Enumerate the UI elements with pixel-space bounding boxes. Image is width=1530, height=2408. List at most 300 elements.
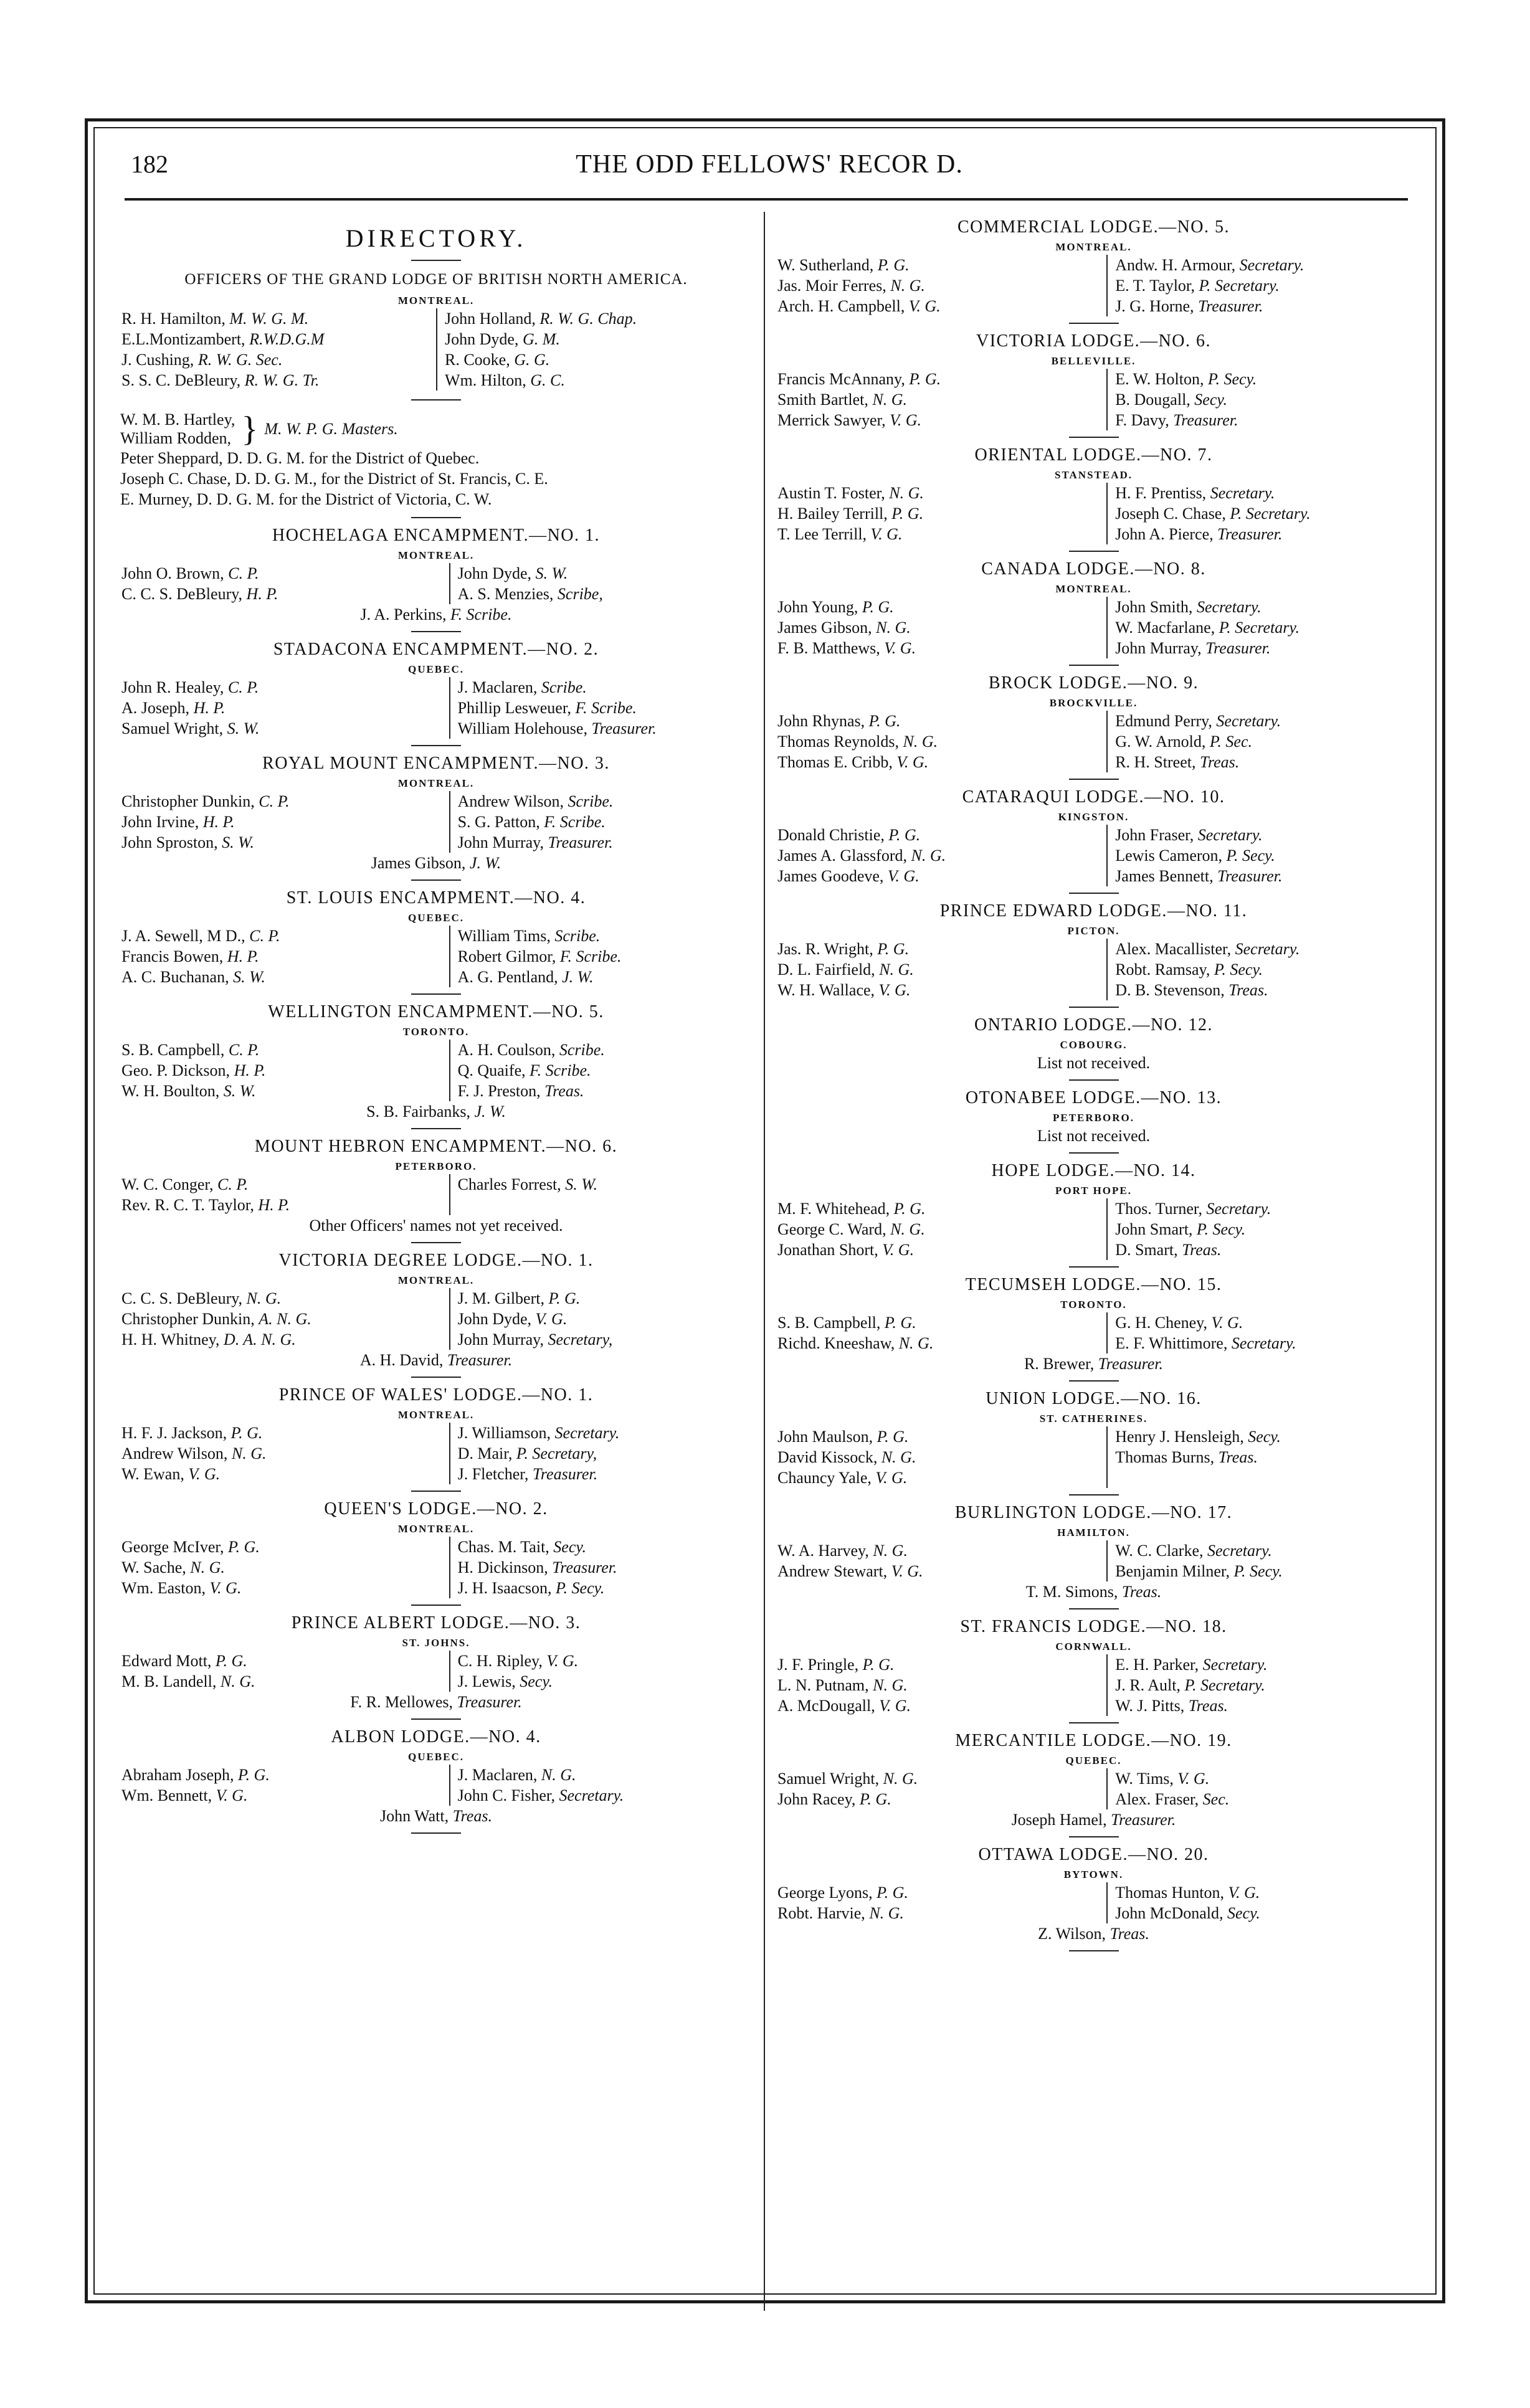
officers-table: [115, 677, 757, 739]
officer-line: [458, 926, 757, 946]
officer-name: Wm. Easton,: [121, 1579, 206, 1597]
officer-name: John Dyde,: [445, 330, 519, 348]
officers-left: [771, 711, 1106, 772]
officer-name: R. Brewer,: [1024, 1355, 1095, 1373]
officer-role: N. G.: [220, 1672, 255, 1690]
officer-name: H. F. J. Jackson,: [121, 1424, 227, 1442]
officer-line: [777, 1240, 1106, 1260]
officer-line: [777, 296, 1106, 316]
officer-name: W. Sutherland,: [777, 256, 874, 274]
grand-lodge-title: OFFICERS OF THE GRAND LODGE OF BRITISH NORTH AMERICA.: [184, 271, 688, 288]
officer-role: N. G.: [231, 1444, 267, 1462]
officer-name: R. H. Street,: [1115, 753, 1196, 771]
officer-line: [458, 1464, 757, 1484]
lodge-title: OTONABEE LODGE.—NO. 13.: [965, 1088, 1222, 1107]
lodge-entry: [115, 1134, 757, 1243]
officer-role: S. W.: [227, 719, 260, 737]
officer-role: Treasurer.: [1217, 525, 1283, 543]
officers-left: [115, 1537, 449, 1598]
officer-role: Scribe.: [559, 1041, 605, 1059]
officers-right: [1106, 1312, 1416, 1353]
officer-role: N. G.: [890, 277, 925, 295]
officer-name: A. McDougall,: [777, 1697, 875, 1715]
officer-line: [1115, 369, 1416, 389]
lodge-title: HOPE LODGE.—NO. 14.: [991, 1161, 1196, 1180]
lodge-place: CORNWALL.: [1055, 1641, 1132, 1652]
officers-left: [115, 791, 449, 853]
officer-line: [777, 617, 1106, 638]
officer-role: H. P.: [258, 1196, 290, 1214]
officer-role: V. G.: [891, 1562, 923, 1580]
officer-line: [458, 1651, 757, 1671]
officers-left: [115, 926, 449, 987]
officer-line: [777, 1447, 1106, 1467]
officers-left: [771, 1540, 1106, 1581]
officers-left: [115, 1765, 449, 1806]
officers-table: [771, 597, 1416, 658]
officer-line: [121, 1174, 449, 1195]
column-divider: [764, 212, 765, 2311]
officer-name: J. Cushing,: [121, 351, 194, 369]
officers-left: [115, 308, 436, 391]
lodge-place: COBOURG.: [1060, 1039, 1128, 1051]
lodge-place: BROCKVILLE.: [1049, 697, 1138, 709]
past-master-name: William Rodden,: [120, 429, 232, 447]
grand-lodge-place: MONTREAL.: [397, 295, 475, 306]
deputy-line: Joseph C. Chase, D. D. G. M., for the District of St. Francis, C. E.: [120, 470, 548, 488]
officer-line: [777, 1675, 1106, 1695]
officer-role: P. G.: [888, 826, 921, 844]
officer-line: [121, 308, 436, 329]
officer-name: H. Dickinson,: [457, 1558, 548, 1576]
officer-name: Richd. Kneeshaw,: [777, 1334, 895, 1352]
officer-line: [121, 812, 449, 832]
officer-name: F. J. Preston,: [457, 1082, 541, 1100]
officers-left: [771, 483, 1106, 544]
officer-line: [777, 731, 1106, 752]
officer-line: [121, 926, 449, 946]
officer-role: Treas.: [1218, 1448, 1258, 1466]
officer-line: [777, 275, 1106, 296]
officer-role: F. Scribe.: [530, 1061, 591, 1079]
lodge-entry: [771, 1728, 1416, 1837]
lodge-title: PRINCE ALBERT LODGE.—NO. 3.: [291, 1613, 581, 1633]
section-rule: [411, 879, 461, 881]
officer-name: Wm. Bennett,: [121, 1786, 212, 1804]
officer-name: John Rhynas,: [777, 712, 865, 730]
officer-role: V. G.: [546, 1652, 579, 1670]
lodge-title: ST. FRANCIS LODGE.—NO. 18.: [960, 1617, 1227, 1636]
officer-role: P. G.: [548, 1289, 581, 1307]
officer-role: Scribe.: [554, 927, 601, 945]
officer-role: N. G.: [873, 1676, 908, 1694]
officer-role: A. N. G.: [259, 1310, 311, 1328]
officer-name: Chauncy Yale,: [777, 1469, 872, 1487]
officer-name: Thomas E. Cribb,: [777, 753, 893, 771]
section-rule: [1069, 1950, 1119, 1951]
officers-right: [1106, 1768, 1416, 1809]
officer-role: Treas.: [1182, 1241, 1222, 1259]
officer-name: Thomas Hunton,: [1115, 1884, 1224, 1902]
officer-role: S. W.: [233, 968, 265, 986]
officer-name: S. G. Patton,: [457, 813, 540, 831]
section-rule: [411, 1605, 461, 1606]
officer-role: Treas.: [544, 1082, 584, 1100]
lodge-entry: [771, 1500, 1416, 1609]
officer-role: N. G.: [883, 1770, 918, 1788]
lodge-entry: [115, 1611, 757, 1720]
officer-line: [458, 563, 757, 584]
officer-name: Andw. H. Armour,: [1115, 256, 1236, 274]
officer-line: [1115, 752, 1416, 772]
officers-table: [115, 926, 757, 987]
lodge-place: MONTREAL.: [1055, 583, 1132, 595]
lodge-title: ALBON LODGE.—NO. 4.: [331, 1727, 541, 1747]
officer-name: Christopher Dunkin,: [121, 792, 255, 810]
lodge-title: CANADA LODGE.—NO. 8.: [981, 559, 1206, 579]
officer-role: N. G.: [890, 1220, 925, 1238]
officer-role: Treasurer.: [1098, 1355, 1164, 1373]
page-number: 182: [131, 150, 168, 178]
officer-name: J. Williamson,: [457, 1424, 551, 1442]
officer-line: [121, 1578, 449, 1598]
officer-line: [458, 1537, 757, 1557]
officer-line: [1115, 1561, 1416, 1581]
officer-name: M. F. Whitehead,: [777, 1200, 890, 1218]
officer-name: W. Tims,: [1115, 1770, 1174, 1788]
officer-line: [121, 832, 449, 853]
officer-line: [777, 845, 1106, 866]
officer-name: Smith Bartlet,: [777, 391, 868, 409]
officer-role: F. Scribe.: [450, 605, 512, 623]
officer-name: D. B. Stevenson,: [1115, 981, 1225, 999]
running-head: [131, 145, 1408, 188]
officers-right: [449, 1537, 757, 1598]
officer-role: P. G.: [862, 1656, 895, 1674]
officers-right: [1106, 255, 1416, 316]
officer-line: [121, 370, 436, 391]
officer-role: H. P.: [246, 585, 278, 603]
officer-line: [777, 1903, 1106, 1923]
officer-line: [1115, 1312, 1416, 1333]
officer-role: P. G.: [909, 370, 941, 388]
officer-line: [777, 597, 1106, 617]
lodge-place: TORONTO.: [402, 1026, 470, 1038]
officers-left: [771, 1426, 1106, 1488]
officer-name: S. S. C. DeBleury,: [121, 371, 241, 389]
lodge-entry: [115, 1725, 757, 1834]
officer-line: [458, 1060, 757, 1081]
lodge-place: STANSTEAD.: [1054, 469, 1133, 481]
officer-name: Andrew Stewart,: [777, 1562, 888, 1580]
lodge-place: PICTON.: [1067, 925, 1120, 937]
lodge-entry: [771, 215, 1416, 324]
officer-role: Treasurer.: [1111, 1811, 1176, 1829]
officer-name: Q. Quaife,: [457, 1061, 526, 1079]
lodge-entry: [115, 1000, 757, 1129]
officer-line: [458, 1081, 757, 1101]
officer-role: H. P.: [227, 947, 259, 965]
officer-line: [121, 1651, 449, 1671]
lodge-title: MOUNT HEBRON ENCAMPMENT.—NO. 6.: [254, 1137, 618, 1156]
officer-role: V. G.: [879, 1697, 911, 1715]
officer-name: James Gibson,: [777, 619, 872, 637]
officer-line: [121, 1671, 449, 1692]
officer-role: Treasurer.: [447, 1351, 513, 1369]
officer-role: P. Secy.: [1226, 846, 1275, 865]
officer-role: N. G.: [879, 960, 914, 979]
officer-line: [1115, 1426, 1416, 1447]
officer-line: [115, 1350, 757, 1370]
officer-role: Secretary,: [548, 1330, 613, 1349]
section-rule: [1069, 1266, 1119, 1268]
lodge-entry: [771, 1086, 1416, 1154]
officer-line: [777, 1768, 1106, 1789]
officer-name: Benjamin Milner,: [1115, 1562, 1230, 1580]
officer-name: J. Fletcher,: [457, 1465, 529, 1483]
section-rule: [411, 1832, 461, 1834]
officer-role: Treasurer.: [1217, 867, 1283, 885]
officer-role: Secy.: [520, 1672, 553, 1690]
officer-name: D. Mair,: [457, 1444, 513, 1462]
officer-line: [777, 389, 1106, 410]
officer-role: C. P.: [228, 564, 259, 582]
officer-line: [1115, 1198, 1416, 1219]
officer-role: P. G.: [891, 505, 924, 523]
officer-line: [777, 980, 1106, 1000]
lodge-place: TORONTO.: [1060, 1299, 1127, 1311]
officer-name: S. B. Campbell,: [121, 1041, 225, 1059]
officers-table: [115, 1174, 757, 1215]
officer-role: N. G.: [873, 1542, 908, 1560]
officer-role: Treasurer.: [532, 1465, 598, 1483]
officer-role: Scribe.: [541, 678, 587, 696]
officer-role: Treasurer.: [591, 719, 657, 737]
lodge-place: QUEBEC.: [1065, 1755, 1122, 1766]
officer-role: N. G.: [876, 619, 911, 637]
officer-line: [458, 1309, 757, 1329]
officer-role: P. Secretary.: [1230, 505, 1311, 523]
officer-line: [1115, 731, 1416, 752]
officer-line: [121, 1040, 449, 1060]
section-rule: [411, 745, 461, 746]
officers-table: [771, 825, 1416, 886]
officer-role: Scribe.: [568, 792, 614, 810]
right-entries: [771, 215, 1416, 1951]
lodge-entry: [771, 1386, 1416, 1496]
officer-role: P. G.: [884, 1314, 916, 1332]
officer-name: W. A. Harvey,: [777, 1542, 869, 1560]
officer-line: [121, 1060, 449, 1081]
officer-name: J. H. Isaacson,: [457, 1579, 552, 1597]
lodge-title: COMMERCIAL LODGE.—NO. 5.: [957, 217, 1230, 237]
section-rule: [1069, 1608, 1119, 1609]
officer-role: P. Secretary.: [1184, 1676, 1265, 1694]
officer-name: Edmund Perry,: [1115, 712, 1212, 730]
officer-name: Donald Christie,: [777, 826, 885, 844]
officer-role: H. P.: [193, 699, 226, 717]
officers-table: [115, 563, 757, 604]
officers-table: [115, 1651, 757, 1692]
officer-name: Joseph Hamel,: [1011, 1811, 1107, 1829]
officers-right: [1106, 825, 1416, 886]
officers-right: [1106, 711, 1416, 772]
officer-role: Secy.: [553, 1538, 586, 1556]
officer-name: Samuel Wright,: [777, 1770, 880, 1788]
lodge-title: MERCANTILE LODGE.—NO. 19.: [955, 1731, 1232, 1750]
officer-role: Secy.: [1194, 391, 1227, 409]
officers-left: [771, 939, 1106, 1000]
officer-line: [1115, 255, 1416, 275]
officers-table: [771, 939, 1416, 1000]
lodge-title: TECUMSEH LODGE.—NO. 15.: [965, 1275, 1222, 1294]
officer-line: [777, 866, 1106, 886]
lodge-title: HOCHELAGA ENCAMPMENT.—NO. 1.: [272, 526, 601, 545]
officer-line: [121, 1329, 449, 1350]
officer-name: J. M. Gilbert,: [457, 1289, 544, 1307]
officer-name: C. C. S. DeBleury,: [121, 1289, 243, 1307]
officer-name: Chas. M. Tait,: [457, 1538, 549, 1556]
section-rule: [411, 1242, 461, 1243]
officer-name: H. F. Prentiss,: [1115, 484, 1207, 502]
officer-line: [1115, 524, 1416, 544]
officer-line: [115, 604, 757, 625]
section-rule: [1069, 779, 1119, 780]
officers-right: [1106, 1198, 1416, 1260]
officer-line: [1115, 1540, 1416, 1561]
officer-name: R. Cooke,: [445, 351, 510, 369]
officer-line: [777, 939, 1106, 959]
lodge-place: ST. JOHNS.: [402, 1637, 470, 1649]
officer-name: S. B. Fairbanks,: [366, 1102, 471, 1121]
officer-line: [777, 825, 1106, 845]
lodge-entry: [771, 329, 1416, 438]
section-rule: [411, 631, 461, 632]
lodge-entry: [771, 1273, 1416, 1382]
officer-line: [458, 698, 757, 718]
officer-line: [777, 524, 1106, 544]
lodge-title: BROCK LODGE.—NO. 9.: [988, 673, 1199, 693]
officer-line: [1115, 617, 1416, 638]
officers-right: [1106, 939, 1416, 1000]
officers-right: [449, 563, 757, 604]
officer-line: [458, 1040, 757, 1060]
officers-right: [1106, 1540, 1416, 1581]
lodge-entry: [771, 1159, 1416, 1268]
officer-role: P. G.: [868, 712, 901, 730]
officer-name: W. C. Conger,: [121, 1175, 214, 1193]
officer-line: [115, 1101, 757, 1122]
lodge-title: ST. LOUIS ENCAMPMENT.—NO. 4.: [286, 888, 586, 908]
officer-role: M. W. G. M.: [229, 310, 309, 328]
officer-role: P. G.: [862, 598, 894, 616]
officer-name: M. B. Landell,: [121, 1672, 217, 1690]
officer-line: [458, 1671, 757, 1692]
officer-role: D. A. N. G.: [223, 1330, 296, 1349]
officer-name: S. B. Campbell,: [777, 1314, 881, 1332]
officer-line: [777, 1561, 1106, 1581]
officer-name: H. H. Whitney,: [121, 1330, 220, 1349]
officer-name: John Dyde,: [457, 564, 532, 582]
officer-line: [121, 1288, 449, 1309]
officer-line: [777, 711, 1106, 731]
officer-role: R. W. G. Chap.: [539, 310, 637, 328]
officer-role: P. G.: [877, 940, 910, 958]
lodge-place: PETERBORO.: [395, 1160, 477, 1172]
officer-name: Wm. Hilton,: [445, 371, 526, 389]
officer-role: V. G.: [884, 639, 916, 657]
officer-line: [1115, 1333, 1416, 1353]
officers-table: [115, 1423, 757, 1484]
officer-role: V. G.: [908, 297, 941, 315]
officer-role: V. G.: [882, 1241, 915, 1259]
officers-table: [771, 1768, 1416, 1809]
officer-role: Secretary.: [1210, 484, 1275, 502]
officer-line: [771, 1809, 1416, 1830]
officer-line: [115, 1692, 757, 1712]
officers-right: [1106, 483, 1416, 544]
officer-role: P. G.: [877, 1884, 908, 1902]
officer-name: Jas. Moir Ferres,: [777, 277, 886, 295]
officer-line: [777, 1654, 1106, 1675]
officer-line: [777, 503, 1106, 524]
officer-name: Alex. Fraser,: [1115, 1790, 1199, 1808]
officer-role: V. G.: [188, 1465, 221, 1483]
grand-lodge-section: [115, 270, 757, 518]
officer-line: [121, 1081, 449, 1101]
officer-line: [121, 791, 449, 812]
section-rule: [1069, 1494, 1119, 1496]
officer-line: [445, 329, 757, 349]
officer-line: [771, 1353, 1416, 1374]
officer-role: Treas.: [1109, 1925, 1149, 1943]
officer-line: [1115, 1695, 1416, 1716]
officer-role: Treasurer.: [548, 833, 613, 851]
officer-line: [771, 1923, 1416, 1944]
officer-line: [1115, 980, 1416, 1000]
officer-name: H. Bailey Terrill,: [777, 505, 888, 523]
officer-line: [458, 584, 757, 604]
section-rule: [411, 260, 461, 261]
brace-glyph: }: [241, 410, 259, 448]
deputy-line: E. Murney, D. D. G. M. for the District of Victoria, C. W.: [120, 490, 492, 508]
officer-role: N. G.: [872, 391, 908, 409]
officer-line: [777, 1789, 1106, 1809]
lodge-title: OTTAWA LODGE.—NO. 20.: [978, 1845, 1209, 1864]
officer-name: J. F. Pringle,: [777, 1656, 859, 1674]
officer-name: W. H. Boulton,: [121, 1082, 220, 1100]
officer-line: [445, 370, 757, 391]
section-rule: [1069, 1722, 1119, 1723]
officer-line: [1115, 845, 1416, 866]
lodge-title: PRINCE OF WALES' LODGE.—NO. 1.: [278, 1385, 594, 1405]
officer-line: [777, 255, 1106, 275]
officers-table: [115, 1288, 757, 1350]
officers-right: [449, 926, 757, 987]
officer-role: C. P.: [228, 1041, 260, 1059]
officer-name: Phillip Lesweuer,: [457, 699, 571, 717]
lodge-title: ORIENTAL LODGE.—NO. 7.: [974, 445, 1213, 465]
officers-left: [771, 1654, 1106, 1716]
lodge-title: VICTORIA LODGE.—NO. 6.: [976, 331, 1212, 351]
officer-name: Robt. Ramsay,: [1115, 960, 1210, 979]
deputy-line: Peter Sheppard, D. D. G. M. for the District of Quebec.: [120, 449, 480, 467]
officer-role: V. G.: [1177, 1770, 1210, 1788]
officer-name: W. J. Pitts,: [1115, 1697, 1185, 1715]
officer-line: [1115, 959, 1416, 980]
officer-name: W. Ewan,: [121, 1465, 184, 1483]
lodge-place: QUEBEC.: [407, 1751, 465, 1763]
